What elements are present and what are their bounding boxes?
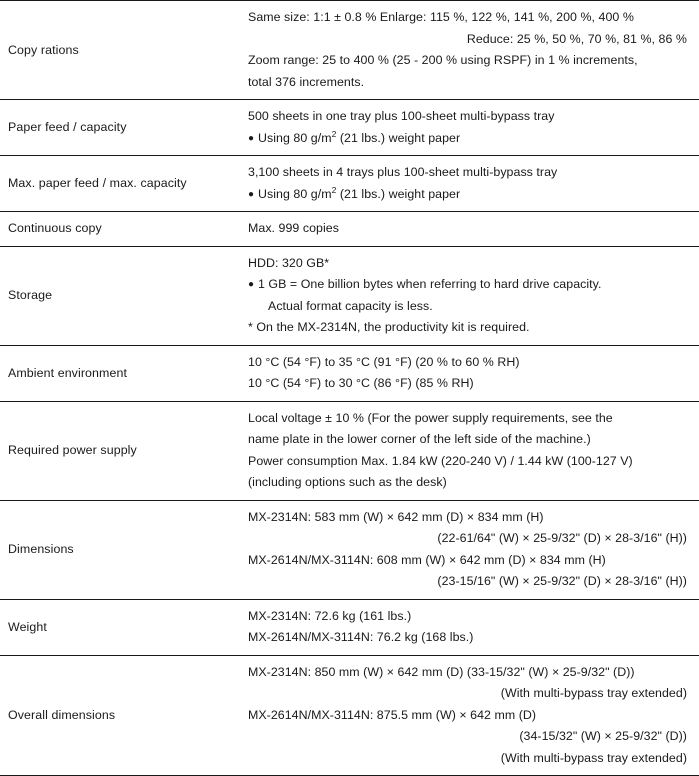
spec-line: (With multi-bypass tray extended)	[500, 750, 687, 765]
spec-value	[248, 401, 699, 500]
spec-line: Local voltage ± 10 % (For the power supply requirements, see the	[248, 410, 613, 425]
spec-line: MX-2314N: 850 mm (W) × 642 mm (D) (33-15/32" (W) × 25-9/32" (D))	[248, 664, 635, 679]
spec-value	[248, 212, 699, 247]
spec-line: HDD: 320 GB*	[248, 255, 330, 270]
spec-label: Paper feed / capacity	[8, 120, 127, 134]
spec-value	[248, 100, 699, 156]
spec-line: (34-15/32" (W) × 25-9/32" (D))	[519, 729, 687, 743]
spec-value	[248, 1, 699, 100]
square-unit-superscript: 2	[331, 184, 337, 195]
square-unit-superscript: 2	[331, 128, 337, 139]
spec-bullet-line	[248, 274, 693, 296]
spec-value	[248, 156, 699, 212]
spec-value	[248, 599, 699, 655]
spec-line: name plate in the lower corner of the left side of the machine.)	[248, 432, 591, 446]
spec-bullet-line	[248, 184, 693, 206]
spec-label: Overall dimensions	[8, 707, 116, 722]
bullet-icon: ●	[248, 188, 255, 200]
spec-line: (22-61/64" (W) × 25-9/32" (D) × 28-3/16" (H))	[437, 531, 687, 545]
spec-label: Dimensions	[8, 542, 74, 556]
spec-line: 500 sheets in one tray plus 100-sheet multi-bypass tray	[248, 109, 555, 123]
table-row	[0, 345, 699, 401]
spec-line: 10 °C (54 °F) to 35 °C (91 °F) (20 % to 60 % RH)	[248, 354, 520, 369]
spec-line: Same size: 1:1 ± 0.8 % Enlarge: 115 %, 122 %, 141 %, 200 %, 400 %	[248, 10, 634, 24]
spec-line: 10 °C (54 °F) to 30 °C (86 °F) (85 % RH)	[248, 376, 474, 390]
spec-line: * On the MX-2314N, the productivity kit is required.	[248, 320, 530, 334]
spec-value	[248, 246, 699, 345]
spec-value	[248, 655, 699, 776]
spec-label: Ambient environment	[8, 365, 127, 380]
table-row	[0, 599, 699, 655]
spec-bullet-line	[248, 128, 693, 150]
table-row	[0, 655, 699, 776]
spec-label: Weight	[8, 619, 47, 634]
spec-label: Required power supply	[8, 443, 137, 457]
spec-line: 3,100 sheets in 4 trays plus 100-sheet multi-bypass tray	[248, 165, 558, 179]
spec-line-text: 1 GB = One billion bytes when referring to hard drive capacity.	[258, 277, 602, 291]
bullet-icon: ●	[248, 279, 255, 290]
spec-line: (With multi-bypass tray extended)	[500, 686, 687, 700]
spec-line: MX-2314N: 583 mm (W) × 642 mm (D) × 834 mm (H)	[248, 509, 544, 524]
spec-value	[248, 345, 699, 401]
spec-value	[248, 500, 699, 599]
spec-line: MX-2614N/MX-3114N: 608 mm (W) × 642 mm (D) × 834 mm (H)	[248, 552, 606, 567]
spec-line: Actual format capacity is less.	[268, 298, 433, 313]
table-row	[0, 246, 699, 345]
spec-label: Max. paper feed / max. capacity	[8, 176, 187, 190]
spec-line: (including options such as the desk)	[248, 475, 447, 489]
spec-label: Storage	[8, 288, 53, 302]
spec-line: Max. 999 copies	[248, 221, 339, 235]
table-row	[0, 212, 699, 247]
spec-line: Reduce: 25 %, 50 %, 70 %, 81 %, 86 %	[466, 31, 687, 46]
spec-line: MX-2614N/MX-3114N: 875.5 mm (W) × 642 mm (D)	[248, 707, 537, 722]
spec-line: total 376 increments.	[248, 74, 365, 89]
table-row	[0, 100, 699, 156]
spec-line: MX-2314N: 72.6 kg (161 lbs.)	[248, 608, 412, 623]
table-row	[0, 401, 699, 500]
specifications-table-body	[0, 1, 699, 776]
table-row	[0, 1, 699, 100]
bullet-icon: ●	[248, 132, 255, 144]
spec-line-text: Using 80 $g/m^2$ (21 lbs.) weight paper	[258, 128, 461, 145]
spec-label: Continuous copy	[8, 221, 102, 236]
spec-line-text: Using 80 $g/m^2$ (21 lbs.) weight paper	[258, 184, 461, 201]
spec-line: Power consumption Max. 1.84 kW (220-240 V) / 1.44 kW (100-127 V)	[248, 453, 633, 468]
spec-line: Zoom range: 25 to 400 % (25 - 200 % using RSPF) in 1 % increments,	[248, 53, 638, 67]
spec-label: Copy rations	[8, 42, 79, 57]
table-row	[0, 156, 699, 212]
table-row	[0, 500, 699, 599]
spec-line: MX-2614N/MX-3114N: 76.2 kg (168 lbs.)	[248, 630, 474, 644]
spec-line: (23-15/16" (W) × 25-9/32" (D) × 28-3/16" (H))	[437, 574, 687, 588]
